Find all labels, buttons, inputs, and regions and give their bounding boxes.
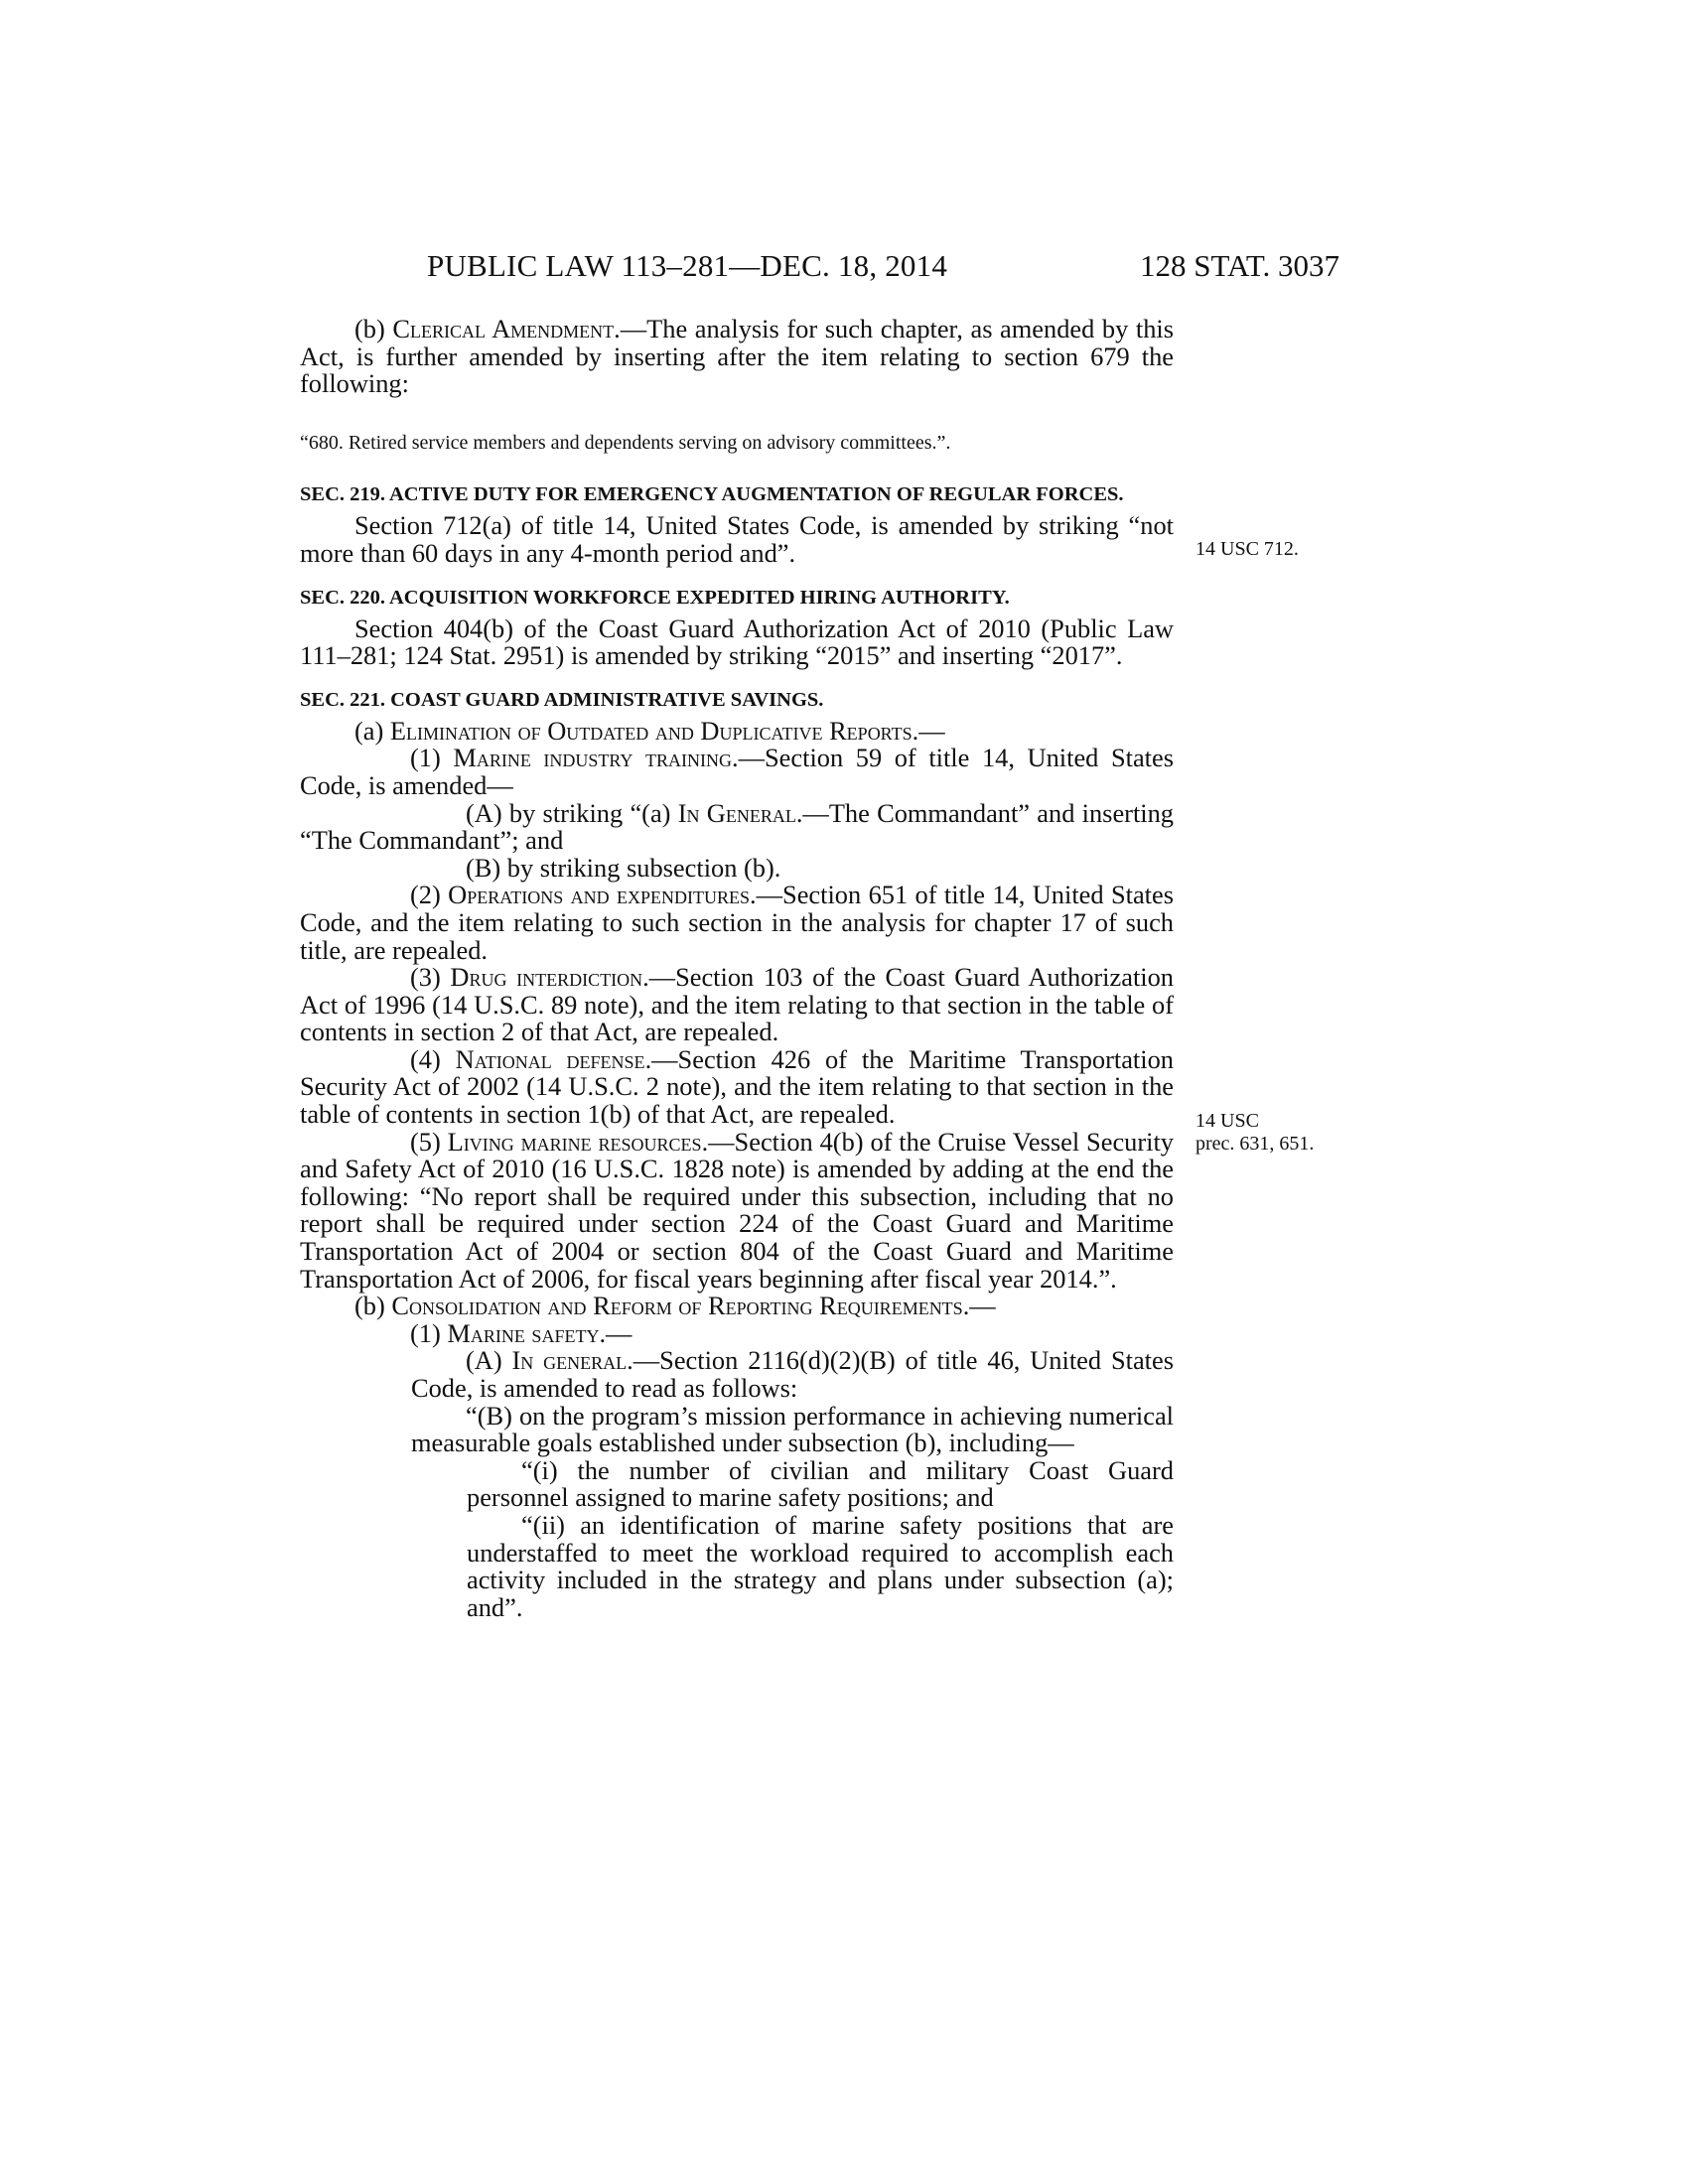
paragraph-a1A: (A) by striking “(a) In General.—The Commandant” and inserting “The Commandant”; and (300, 797, 1175, 856)
quoted-clause-ii: “(ii) an identification of marine safety positions that are understaffed to meet the workload required to accomplish each activity included in the strategy and plans under subsection (a); and”. (467, 1509, 1174, 1622)
section-219-heading: SEC. 219. ACTIVE DUTY FOR EMERGENCY AUGMENTATION OF REGULAR FORCES. (300, 483, 1124, 506)
paragraph-b-clerical: (b) Clerical Amendment.—The analysis for such chapter, as amended by this Act, is further amended by inserting after the item relating to section 679 the following: (300, 314, 1174, 399)
section-219-text: Section 712(a) of title 14, United States Code, is amended by striking “not more than 60 days in any 4-month period and”. (300, 510, 1174, 568)
public-law-citation: PUBLIC LAW 113–281—DEC. 18, 2014 (427, 248, 948, 283)
subsection-a: (a) Elimination of Outdated and Duplicative Reports.— (354, 715, 945, 746)
margin-note-line-1: 14 USC (1196, 1110, 1259, 1132)
paragraph-a4: (4) National defense.—Section 426 of the Maritime Transportation Security Act of 2002 (14 U.S.C. 2 note), and the item relating to that section in the table of contents in section 1(b) of that Act, are repealed. (300, 1043, 1174, 1130)
document-body (300, 316, 1174, 1621)
paragraph-a5: (5) Living marine resources.—Section 4(b) of the Cruise Vessel Security and Safety Act of 2010 (16 U.S.C. 1828 note) is amended by adding at the end the following: “No report shall be required under this subsection, including that no report shall be required under section 224 of the Coast Guard and Maritime Transportation Act of 2004 or section 804 of the Coast Guard and Maritime Transportation Act of 2006, for fiscal years beginning after fiscal year 2014.”. (300, 1126, 1174, 1294)
margin-note-line-2: prec. 631, 651. (1196, 1133, 1315, 1155)
section-221-heading: SEC. 221. COAST GUARD ADMINISTRATIVE SAVINGS. (300, 688, 824, 711)
subsection-b: (b) Consolidation and Reform of Reporting Requirements.— (354, 1291, 996, 1321)
statute-page-number: 128 STAT. 3037 (1140, 248, 1340, 283)
section-220-heading: SEC. 220. ACQUISITION WORKFORCE EXPEDITED HIRING AUTHORITY. (300, 586, 1010, 609)
paragraph-b1: (1) Marine safety.— (410, 1317, 633, 1348)
quoted-subparagraph-B: “(B) on the program’s mission performance in achieving numerical measurable goals established under subsection (b), including— (411, 1400, 1174, 1458)
margin-note-usc-712: 14 USC 712. (1196, 538, 1299, 560)
paragraph-a1B: (B) by striking subsection (b). (466, 852, 781, 883)
subsection-heading: Clerical Amendment (392, 314, 615, 343)
inserted-item-680: “680. Retired service members and dependents serving on advisory committees.”. (300, 431, 951, 454)
paragraph-b1A: (A) In general.—Section 2116(d)(2)(B) of title 46, United States Code, is amended to read as follows: (411, 1345, 1174, 1403)
quoted-clause-i: “(i) the number of civilian and military Coast Guard personnel assigned to marine safety positions; and (467, 1454, 1174, 1513)
margin-note-usc-631-651 (1196, 1110, 1314, 1156)
section-220-text: Section 404(b) of the Coast Guard Authorization Act of 2010 (Public Law 111–281; 124 Stat. 2951) is amended by striking “2015” and inserting “2017”. (300, 613, 1174, 671)
paragraph-a1: (1) Marine industry training.—Section 59 of title 14, United States Code, is amended— (300, 743, 1174, 800)
paragraph-a3: (3) Drug interdiction.—Section 103 of the Coast Guard Authorization Act of 1996 (14 U.S.C. 89 note), and the item relating to that section in the table of contents in section 2 of that Act, are repealed. (300, 962, 1174, 1047)
paragraph-a2: (2) Operations and expenditures.—Section 651 of title 14, United States Code, and the item relating to such section in the analysis for chapter 17 of such title, are repealed. (300, 880, 1175, 965)
